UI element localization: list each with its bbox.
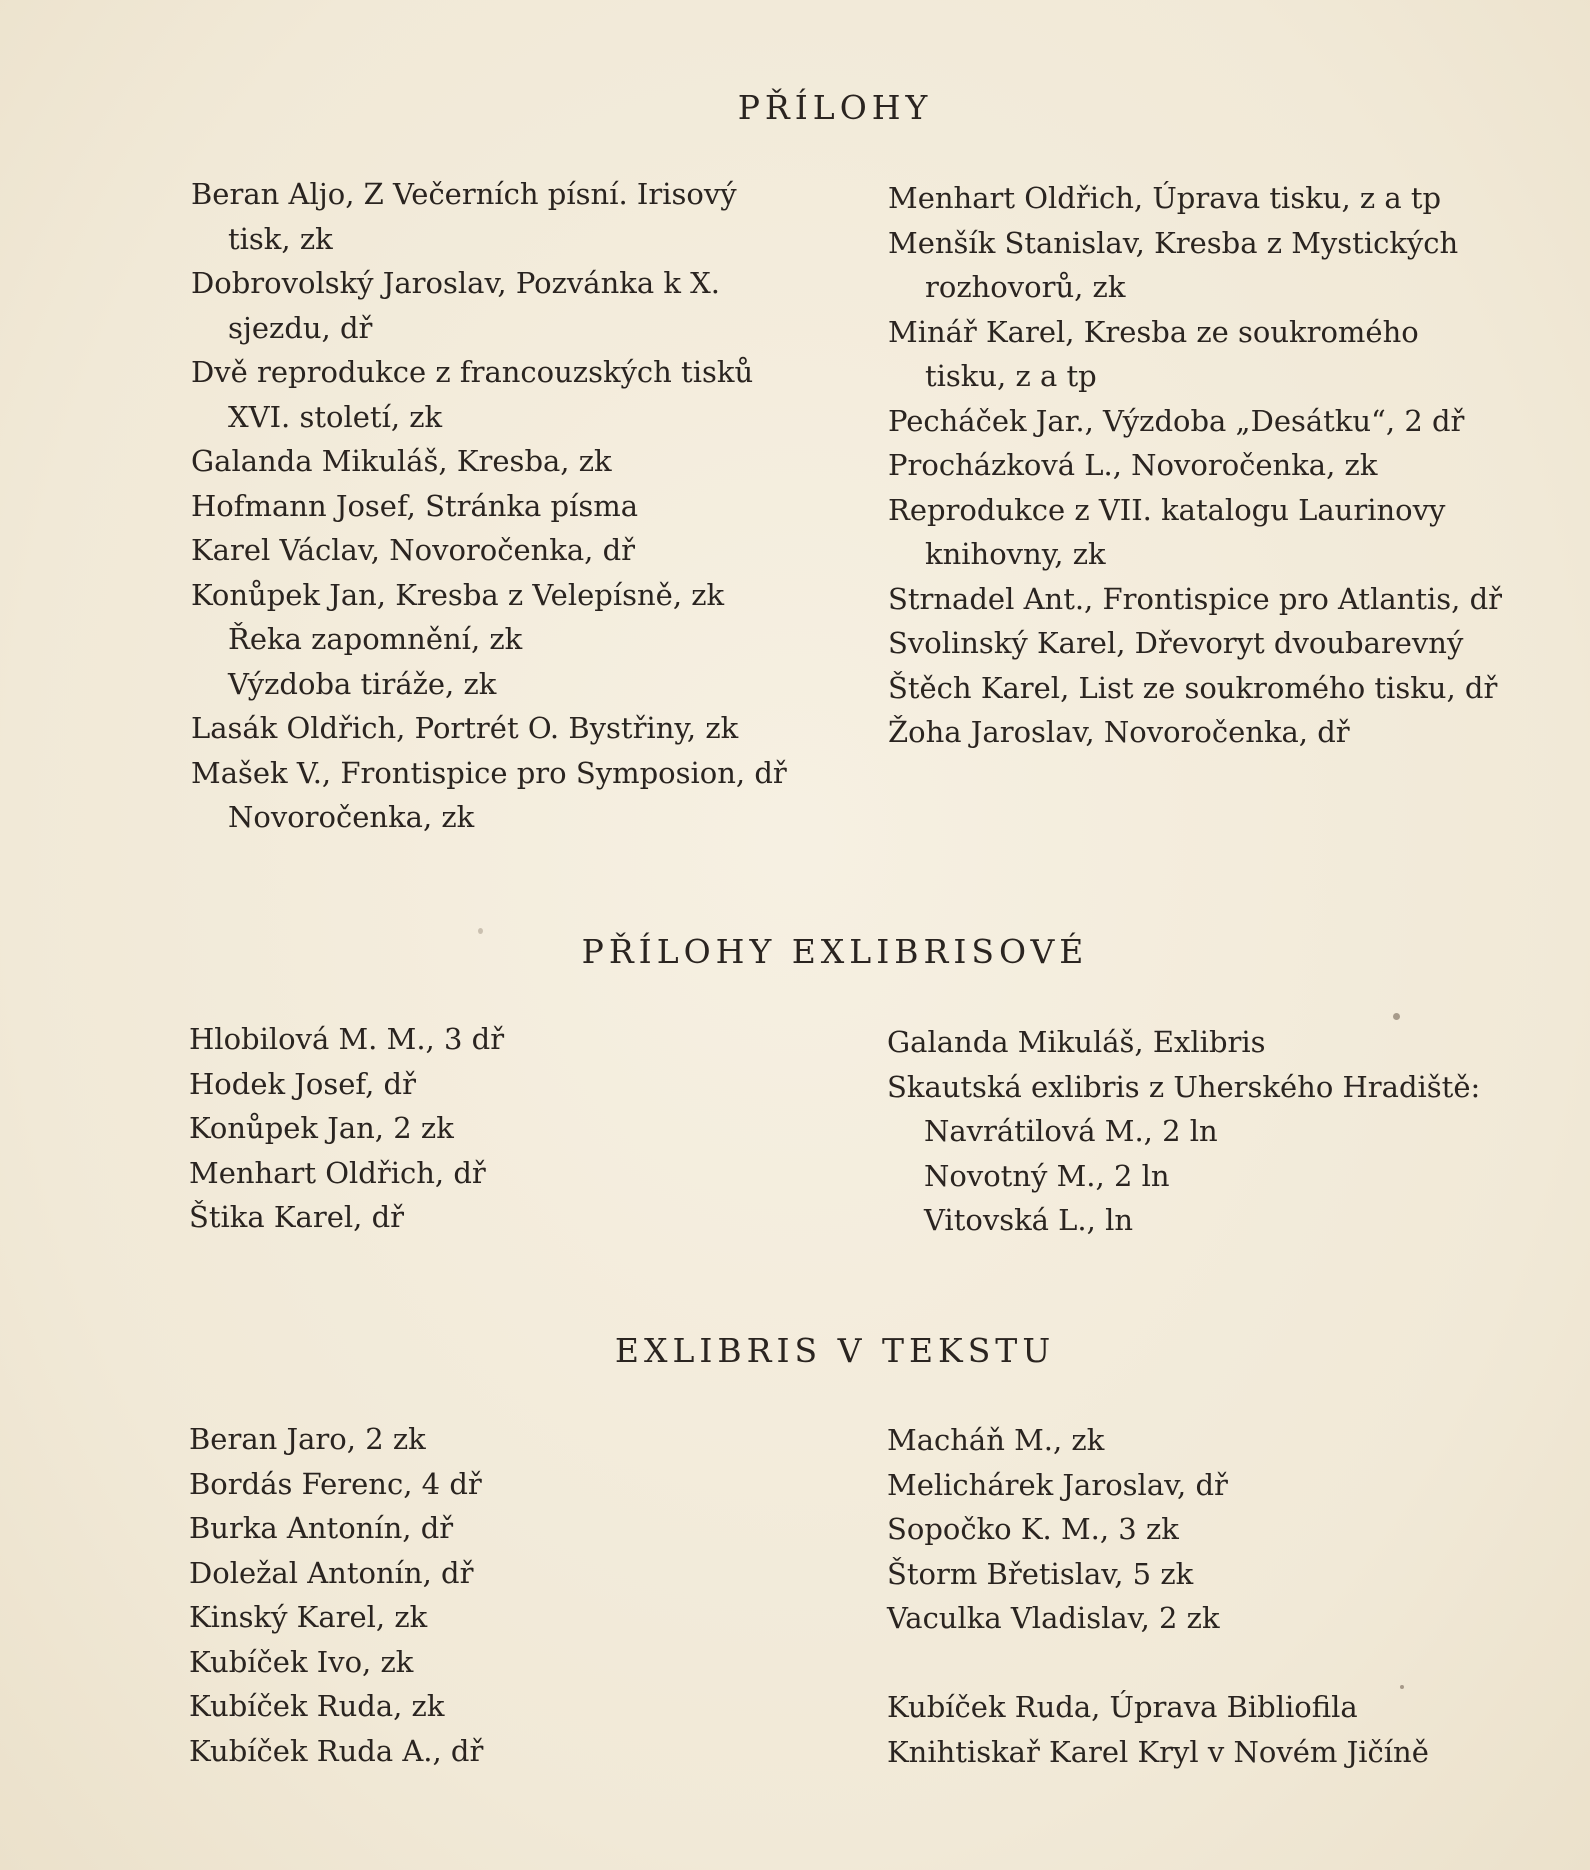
index-entry: Kubíček Ruda A., dř (189, 1733, 484, 1768)
index-entry: Pecháček Jar., Výzdoba „Desátku“, 2 dř (888, 403, 1465, 438)
index-entry: Hlobilová M. M., 3 dř (189, 1022, 505, 1056)
index-entry: Štorm Břetislav, 5 zk (887, 1556, 1194, 1591)
index-entry: Beran Jaro, 2 zk (189, 1422, 426, 1456)
index-entry: Vaculka Vladislav, 2 zk (887, 1601, 1220, 1635)
spacer (887, 1641, 1429, 1686)
paper-speck (1400, 1685, 1404, 1689)
index-entry: Beran Aljo, Z Večerních písní. Irisový (191, 177, 737, 211)
index-subentry: tisk, zk (228, 221, 333, 256)
index-entry: Žoha Jaroslav, Novoročenka, dř (888, 715, 1350, 749)
index-subentry: Navrátilová M., 2 ln (924, 1114, 1218, 1148)
index-entry: Štika Karel, dř (189, 1200, 404, 1234)
index-subentry: Vitovská L., ln (924, 1203, 1134, 1237)
index-entry: Menhart Oldřich, Úprava tisku, z a tp (888, 181, 1442, 215)
paper-speck (1393, 1013, 1400, 1020)
index-entry: Procházková L., Novoročenka, zk (888, 448, 1378, 482)
exlibrisove-right-column (887, 1020, 1480, 1243)
index-entry: Sopočko K. M., 3 zk (887, 1512, 1179, 1546)
index-entry: Konůpek Jan, Kresba z Velepísně, zk (191, 577, 725, 612)
index-subentry: rozhovorů, zk (925, 270, 1126, 304)
index-entry: Galanda Mikuláš, Exlibris (887, 1025, 1266, 1059)
index-entry: Kubíček Ivo, zk (189, 1644, 414, 1679)
index-entry: Knihtiskař Karel Kryl v Novém Jičíně (887, 1734, 1429, 1769)
index-subentry: XVI. století, zk (228, 399, 443, 434)
section-title-exlibrisove: PŘÍLOHY EXLIBRISOVÉ (581, 932, 1089, 971)
index-entry: Lasák Oldřich, Portrét O. Bystřiny, zk (191, 711, 739, 745)
index-entry: Karel Václav, Novoročenka, dř (191, 533, 636, 567)
index-entry: Melichárek Jaroslav, dř (887, 1467, 1228, 1502)
index-entry: Mašek V., Frontispice pro Symposion, dř (191, 755, 787, 790)
index-entry: Minář Karel, Kresba ze soukromého (888, 314, 1419, 349)
index-entry: Burka Antonín, dř (189, 1511, 454, 1545)
index-entry: Bordás Ferenc, 4 dř (189, 1466, 482, 1501)
index-entry: Doležal Antonín, dř (189, 1555, 474, 1590)
index-entry: Menšík Stanislav, Kresba z Mystických (888, 225, 1459, 260)
index-subentry: tisku, z a tp (925, 359, 1097, 393)
exlibrisove-left-column (189, 1017, 504, 1240)
prilohy-left-column (191, 172, 787, 840)
v-tekstu-left-column (189, 1417, 483, 1773)
section-title-v-tekstu: EXLIBRIS V TEKSTU (614, 1331, 1056, 1370)
index-entry: Kubíček Ruda, Úprava Bibliofila (887, 1690, 1358, 1724)
prilohy-right-column (888, 176, 1502, 755)
index-subentry: knihovny, zk (925, 537, 1106, 571)
index-subentry: Výzdoba tiráže, zk (228, 666, 497, 701)
v-tekstu-right-column (887, 1418, 1429, 1774)
index-entry: Štěch Karel, List ze soukromého tisku, dř (888, 670, 1498, 705)
index-entry: Konůpek Jan, 2 zk (189, 1111, 454, 1145)
index-entry: Strnadel Ant., Frontispice pro Atlantis, dř (888, 581, 1502, 616)
index-entry: Macháň M., zk (887, 1423, 1105, 1457)
index-entry: Hodek Josef, dř (189, 1066, 416, 1101)
index-entry: Menhart Oldřich, dř (189, 1155, 486, 1190)
index-entry: Dvě reprodukce z francouzských tisků (191, 355, 754, 389)
index-subentry: Novoročenka, zk (228, 800, 475, 834)
index-entry: Svolinský Karel, Dřevoryt dvoubarevný (888, 626, 1464, 660)
index-entry: Galanda Mikuláš, Kresba, zk (191, 444, 612, 478)
index-entry: Kubíček Ruda, zk (189, 1689, 445, 1723)
index-entry: Reprodukce z VII. katalogu Laurinovy (888, 492, 1446, 527)
index-entry: Dobrovolský Jaroslav, Pozvánka k X. (191, 266, 720, 300)
index-entry: Kinský Karel, zk (189, 1600, 428, 1634)
index-subentry: Řeka zapomnění, zk (228, 622, 523, 656)
index-entry: Hofmann Josef, Stránka písma (191, 488, 639, 523)
index-entry: Skautská exlibris z Uherského Hradiště: (887, 1069, 1481, 1104)
paper-speck (478, 928, 483, 934)
section-title-prilohy: PŘÍLOHY (737, 88, 933, 127)
index-subentry: Novotný M., 2 ln (924, 1158, 1170, 1193)
index-subentry: sjezdu, dř (228, 310, 373, 345)
